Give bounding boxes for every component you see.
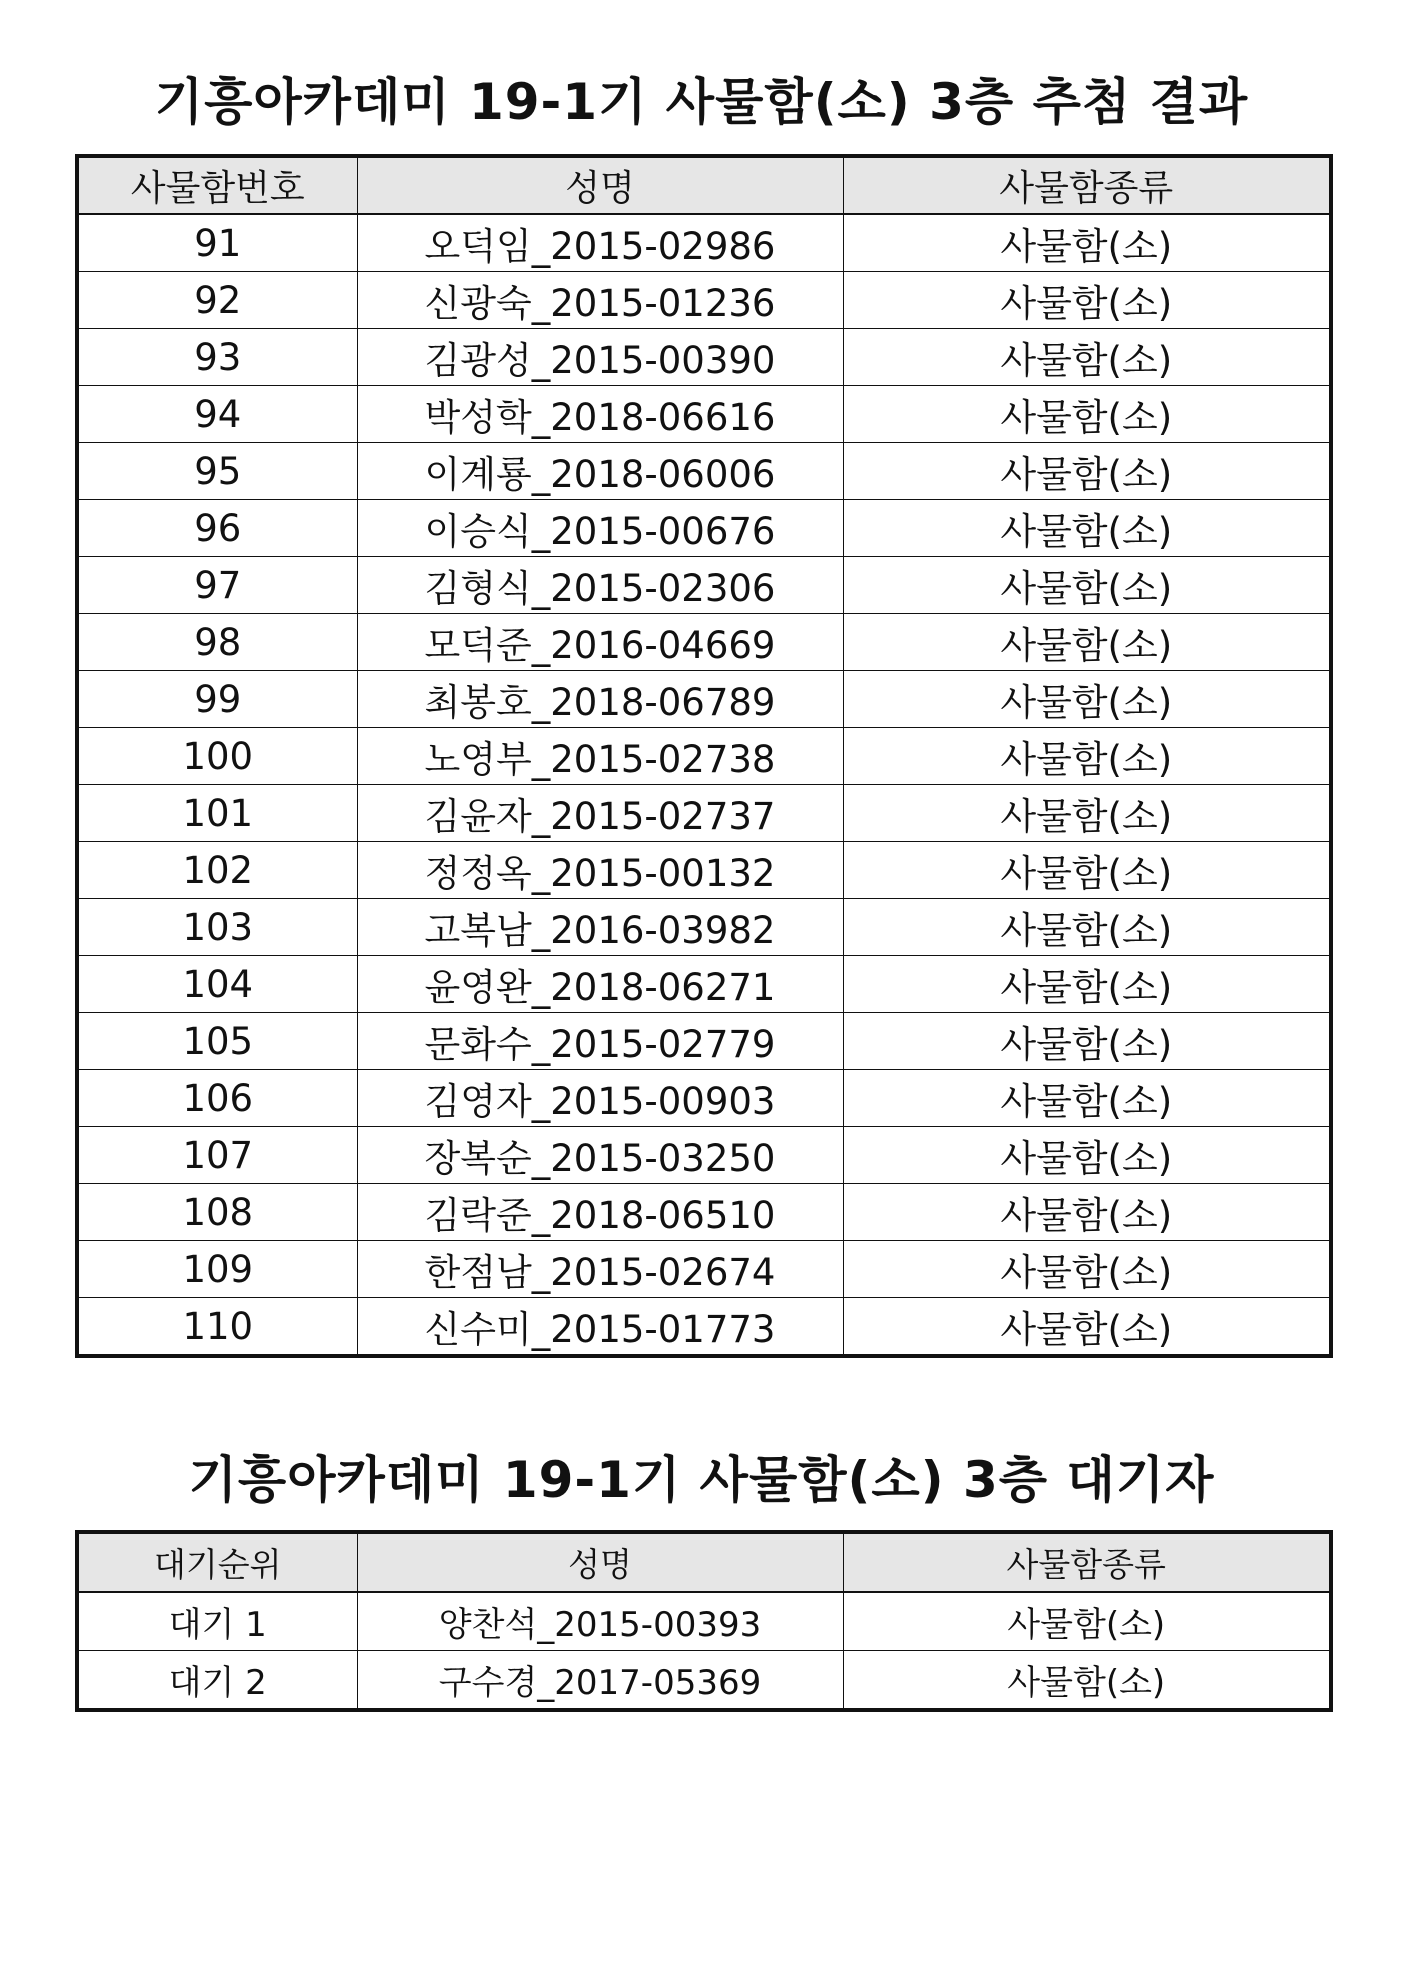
name-cell: 최봉호_2018-06789	[357, 671, 843, 728]
table-row	[77, 214, 1331, 272]
locker-type-cell: 사물함(소)	[843, 1298, 1331, 1357]
table-row	[77, 557, 1331, 614]
locker-number-cell: 105	[77, 1013, 357, 1070]
locker-type-cell: 사물함(소)	[843, 1592, 1331, 1651]
waiting-rank-cell: 대기 2	[77, 1651, 357, 1711]
name-cell: 김락준_2018-06510	[357, 1184, 843, 1241]
locker-number-cell: 110	[77, 1298, 357, 1357]
name-cell: 신수미_2015-01773	[357, 1298, 843, 1357]
locker-number-cell: 104	[77, 956, 357, 1013]
header-waiting-rank: 대기순위	[77, 1532, 357, 1592]
name-cell: 김윤자_2015-02737	[357, 785, 843, 842]
name-cell: 고복남_2016-03982	[357, 899, 843, 956]
locker-type-cell: 사물함(소)	[843, 899, 1331, 956]
locker-type-cell: 사물함(소)	[843, 956, 1331, 1013]
table-row	[77, 671, 1331, 728]
name-cell: 오덕임_2015-02986	[357, 214, 843, 272]
locker-number-cell: 101	[77, 785, 357, 842]
page-title: 기흥아카데미 19-1기 사물함(소) 3층 추첨 결과	[154, 73, 1249, 131]
locker-number-cell: 99	[77, 671, 357, 728]
locker-type-cell: 사물함(소)	[843, 785, 1331, 842]
table-row	[77, 1184, 1331, 1241]
name-cell: 이승식_2015-00676	[357, 500, 843, 557]
locker-type-cell: 사물함(소)	[843, 614, 1331, 671]
locker-number-cell: 92	[77, 272, 357, 329]
table-row	[77, 956, 1331, 1013]
table-row	[77, 1127, 1331, 1184]
table-row	[77, 899, 1331, 956]
waiting-list-title: 기흥아카데미 19-1기 사물함(소) 3층 대기자	[188, 1451, 1215, 1509]
header-name: 성명	[357, 156, 843, 214]
locker-type-cell: 사물함(소)	[843, 214, 1331, 272]
table-header-row	[77, 1532, 1331, 1592]
locker-type-cell: 사물함(소)	[843, 1013, 1331, 1070]
locker-number-cell: 107	[77, 1127, 357, 1184]
table-row	[77, 1241, 1331, 1298]
locker-type-cell: 사물함(소)	[843, 671, 1331, 728]
name-cell: 모덕준_2016-04669	[357, 614, 843, 671]
locker-number-cell: 100	[77, 728, 357, 785]
locker-number-cell: 103	[77, 899, 357, 956]
locker-number-cell: 91	[77, 214, 357, 272]
locker-number-cell: 109	[77, 1241, 357, 1298]
name-cell: 윤영완_2018-06271	[357, 956, 843, 1013]
locker-number-cell: 94	[77, 386, 357, 443]
locker-type-cell: 사물함(소)	[843, 1241, 1331, 1298]
locker-type-cell: 사물함(소)	[843, 728, 1331, 785]
locker-number-cell: 93	[77, 329, 357, 386]
name-cell: 정정옥_2015-00132	[357, 842, 843, 899]
locker-type-cell: 사물함(소)	[843, 386, 1331, 443]
name-cell: 양찬석_2015-00393	[357, 1592, 843, 1651]
name-cell: 김형식_2015-02306	[357, 557, 843, 614]
name-cell: 문화수_2015-02779	[357, 1013, 843, 1070]
name-cell: 박성학_2018-06616	[357, 386, 843, 443]
name-cell: 신광숙_2015-01236	[357, 272, 843, 329]
header-locker-type: 사물함종류	[843, 1532, 1331, 1592]
name-cell: 한점남_2015-02674	[357, 1241, 843, 1298]
locker-type-cell: 사물함(소)	[843, 272, 1331, 329]
waiting-list-table	[75, 1530, 1333, 1712]
name-cell: 노영부_2015-02738	[357, 728, 843, 785]
locker-number-cell: 108	[77, 1184, 357, 1241]
name-cell: 김광성_2015-00390	[357, 329, 843, 386]
locker-type-cell: 사물함(소)	[843, 557, 1331, 614]
table-row	[77, 1592, 1331, 1651]
locker-type-cell: 사물함(소)	[843, 443, 1331, 500]
table-row	[77, 785, 1331, 842]
waiting-rank-cell: 대기 1	[77, 1592, 357, 1651]
table-header-row	[77, 156, 1331, 214]
table-row	[77, 1298, 1331, 1357]
locker-type-cell: 사물함(소)	[843, 1127, 1331, 1184]
locker-number-cell: 102	[77, 842, 357, 899]
name-cell: 김영자_2015-00903	[357, 1070, 843, 1127]
name-cell: 구수경_2017-05369	[357, 1651, 843, 1711]
table-row	[77, 1651, 1331, 1711]
locker-type-cell: 사물함(소)	[843, 1184, 1331, 1241]
locker-type-cell: 사물함(소)	[843, 842, 1331, 899]
table-row	[77, 443, 1331, 500]
table-row	[77, 272, 1331, 329]
table-row	[77, 614, 1331, 671]
table-row	[77, 1013, 1331, 1070]
locker-draw-results-table	[75, 154, 1333, 1358]
locker-type-cell: 사물함(소)	[843, 1070, 1331, 1127]
locker-number-cell: 106	[77, 1070, 357, 1127]
locker-type-cell: 사물함(소)	[843, 1651, 1331, 1711]
table-row	[77, 386, 1331, 443]
table-row	[77, 842, 1331, 899]
table-row	[77, 1070, 1331, 1127]
locker-number-cell: 98	[77, 614, 357, 671]
locker-number-cell: 97	[77, 557, 357, 614]
locker-number-cell: 95	[77, 443, 357, 500]
table-row	[77, 329, 1331, 386]
header-locker-type: 사물함종류	[843, 156, 1331, 214]
name-cell: 장복순_2015-03250	[357, 1127, 843, 1184]
locker-type-cell: 사물함(소)	[843, 329, 1331, 386]
header-locker-number: 사물함번호	[77, 156, 357, 214]
locker-number-cell: 96	[77, 500, 357, 557]
table-row	[77, 500, 1331, 557]
table-row	[77, 728, 1331, 785]
locker-type-cell: 사물함(소)	[843, 500, 1331, 557]
header-name: 성명	[357, 1532, 843, 1592]
name-cell: 이계룡_2018-06006	[357, 443, 843, 500]
